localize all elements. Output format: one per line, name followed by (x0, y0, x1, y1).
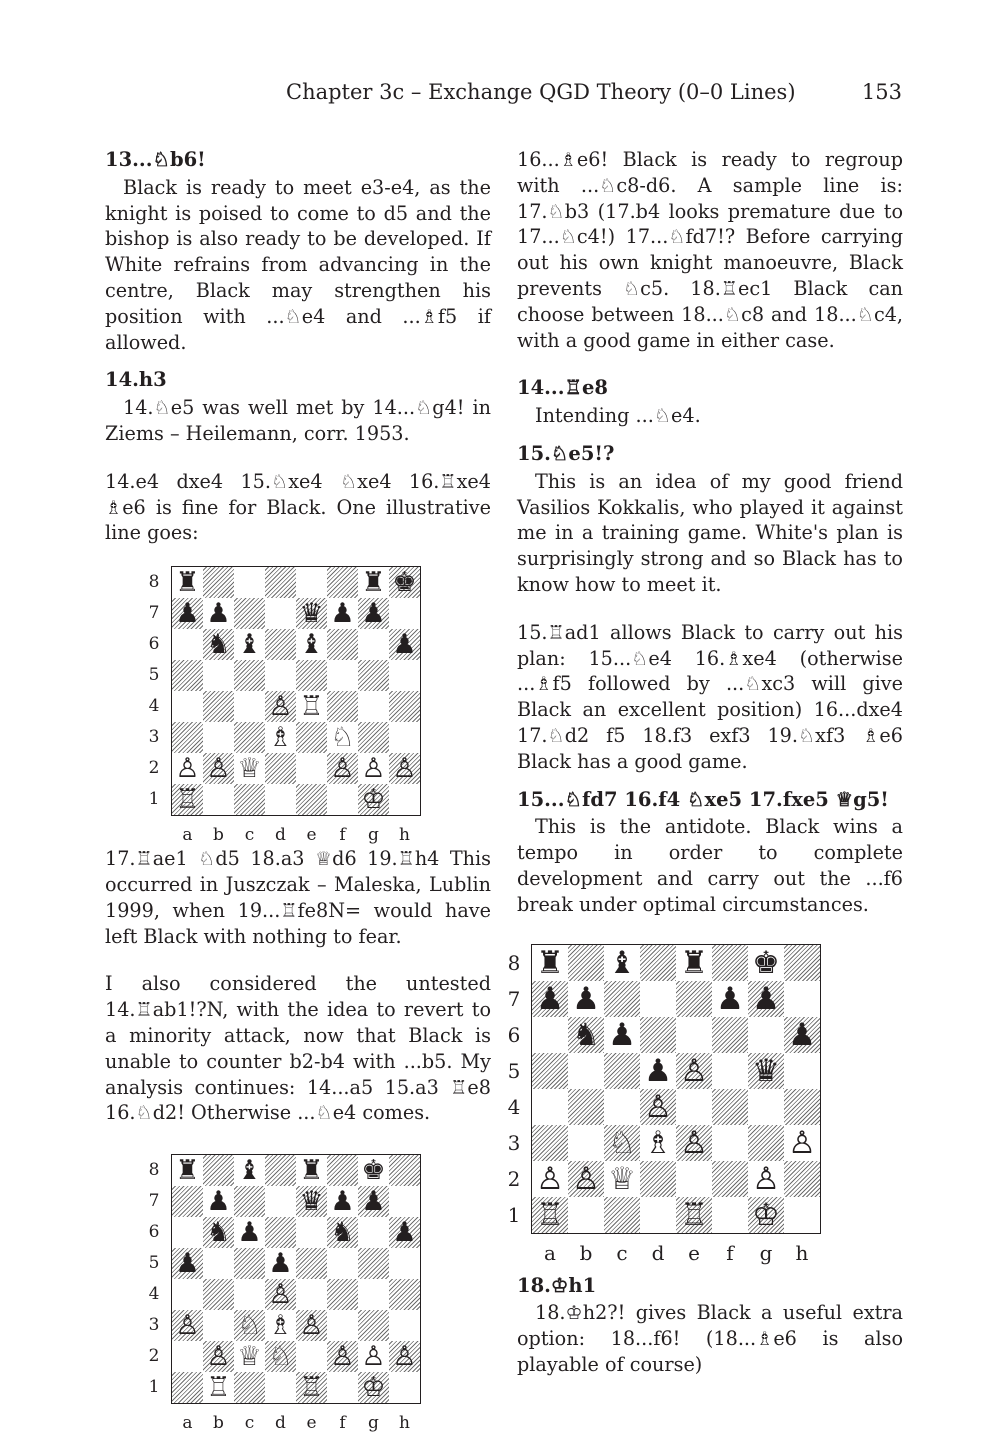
square-e6 (676, 1017, 712, 1053)
square-g5 (358, 660, 389, 691)
page-header (0, 80, 1000, 112)
black-pawn-icon: ♟ (788, 1016, 816, 1053)
chess-diagram-1 (105, 546, 491, 846)
white-queen-icon: ♕ (237, 1341, 262, 1373)
black-knight-icon: ♞ (206, 1217, 231, 1249)
file-label: g (368, 1413, 379, 1434)
square-b3 (203, 1310, 234, 1341)
square-e4 (296, 1279, 327, 1310)
square-f3 (712, 1125, 748, 1161)
file-label: h (795, 1240, 809, 1265)
file-label: h (399, 1413, 410, 1434)
black-rook-icon: ♜ (680, 944, 708, 981)
white-queen-icon: ♕ (237, 753, 262, 785)
black-queen-icon: ♛ (752, 1052, 780, 1089)
black-pawn-icon: ♟ (716, 980, 744, 1017)
white-pawn-icon: ♙ (268, 1279, 293, 1311)
square-d1 (640, 1197, 676, 1233)
square-c1 (234, 1372, 265, 1403)
rank-label: 5 (148, 1253, 160, 1274)
square-c1 (604, 1197, 640, 1233)
square-e1 (296, 784, 327, 815)
white-pawn-icon: ♙ (175, 753, 200, 785)
square-a3 (532, 1125, 568, 1161)
square-h8 (784, 945, 820, 981)
black-pawn-icon: ♟ (608, 1016, 636, 1053)
rank-label: 3 (507, 1130, 521, 1155)
rank-label: 4 (148, 696, 160, 717)
square-h4 (784, 1089, 820, 1125)
square-g4 (748, 1089, 784, 1125)
black-rook-icon: ♜ (536, 944, 564, 981)
square-d2 (265, 753, 296, 784)
square-f2 (712, 1161, 748, 1197)
square-h4 (389, 1279, 420, 1310)
square-a2 (172, 1341, 203, 1372)
paragraph: 16...♗e6! Black is ready to regroup with ...♘c8-d6. A sample line is: 17.♘b3 (17.b4 looks premature due to 17...♘c4!) 17...♘fd7!? Before carrying out his own knight manoeuvre, Black prevents ♘c5. 18.♖ec1 Black can choose between 18...♘c8 and 18...♘c4, with a good game in either case. (517, 148, 903, 352)
white-pawn-icon: ♙ (361, 1341, 386, 1373)
file-label: c (244, 825, 255, 846)
square-b5 (203, 1248, 234, 1279)
square-h5 (389, 1248, 420, 1279)
square-d6 (640, 1017, 676, 1053)
square-a6 (532, 1017, 568, 1053)
file-label: b (213, 1413, 224, 1434)
black-pawn-icon: ♟ (268, 1248, 293, 1280)
file-label: d (651, 1240, 665, 1265)
file-label: e (306, 825, 317, 846)
square-a1 (172, 1372, 203, 1403)
black-pawn-icon: ♟ (361, 1186, 386, 1218)
square-b1 (203, 784, 234, 815)
square-d1 (265, 784, 296, 815)
rank-label: 6 (148, 1222, 160, 1243)
black-rook-icon: ♜ (299, 1155, 324, 1187)
square-h1 (784, 1197, 820, 1233)
black-pawn-icon: ♟ (752, 980, 780, 1017)
move-heading: 15.♘e5!? (517, 441, 615, 465)
square-b8 (203, 1155, 234, 1186)
file-label: a (182, 825, 193, 846)
rank-label: 7 (148, 603, 160, 624)
white-rook-icon: ♖ (206, 1372, 231, 1404)
white-rook-icon: ♖ (299, 1372, 324, 1404)
page-number: 153 (861, 80, 902, 104)
white-knight-icon: ♘ (237, 1310, 262, 1342)
square-g3 (748, 1125, 784, 1161)
rank-label: 3 (148, 1315, 160, 1336)
square-h7 (784, 981, 820, 1017)
black-pawn-icon: ♟ (175, 598, 200, 630)
square-f1 (327, 1372, 358, 1403)
move-heading: 18.♔h1 (517, 1273, 597, 1297)
black-knight-icon: ♞ (572, 1016, 600, 1053)
black-pawn-icon: ♟ (392, 1217, 417, 1249)
chess-diagram-2 (105, 1126, 491, 1434)
square-d8 (265, 567, 296, 598)
paragraph: 14.e4 dxe4 15.♘xe4 ♘xe4 16.♖xe4 ♗e6 is fine for Black. One illustrative line goes: (105, 469, 491, 545)
black-pawn-icon: ♟ (644, 1052, 672, 1089)
square-d1 (265, 1372, 296, 1403)
square-f1 (327, 784, 358, 815)
file-label: a (182, 1413, 193, 1434)
white-knight-icon: ♘ (268, 1341, 293, 1373)
white-rook-icon: ♖ (536, 1196, 564, 1233)
white-pawn-icon: ♙ (644, 1088, 672, 1125)
square-b3 (203, 722, 234, 753)
file-label: f (339, 1413, 346, 1434)
white-pawn-icon: ♙ (330, 753, 355, 785)
black-pawn-icon: ♟ (572, 980, 600, 1017)
square-f4 (712, 1089, 748, 1125)
rank-label: 1 (148, 789, 160, 810)
black-pawn-icon: ♟ (175, 1248, 200, 1280)
square-f5 (327, 1248, 358, 1279)
paragraph: 17.♖ae1 ♘d5 18.a3 ♕d6 19.♖h4 This occurred in Juszczak – Maleska, Lublin 1999, when 19...♖fe8N= would have left Black with nothing to fear. (105, 847, 491, 948)
white-knight-icon: ♘ (330, 722, 355, 754)
square-f5 (327, 660, 358, 691)
black-pawn-icon: ♟ (206, 598, 231, 630)
white-rook-icon: ♖ (680, 1196, 708, 1233)
paragraph: I also considered the untested 14.♖ab1!?N, with the idea to revert to a minority attack, now that Black is unable to counter b2-b4 with ...b5. My analysis continues: 14...a5 15.a3 ♖e8 16.♘d2! Otherwise ...♘e4 comes. (105, 972, 491, 1125)
square-d6 (265, 1217, 296, 1248)
rank-label: 1 (507, 1202, 521, 1227)
paragraph: 14.♘e5 was well met by 14...♘g4! in Ziems – Heilemann, corr. 1953. (105, 396, 491, 445)
square-e6 (296, 1217, 327, 1248)
square-d8 (640, 945, 676, 981)
square-g3 (358, 722, 389, 753)
square-d7 (640, 981, 676, 1017)
square-f3 (327, 1310, 358, 1341)
square-f6 (712, 1017, 748, 1053)
square-a4 (172, 1279, 203, 1310)
square-b4 (568, 1089, 604, 1125)
rank-label: 2 (148, 758, 160, 779)
chess-diagram-3 (507, 918, 903, 1273)
move-heading: 13...♘b6! (105, 148, 206, 171)
move-heading: 15...♘fd7 16.f4 ♘xe5 17.fxe5 ♕g5! (517, 787, 889, 811)
square-e5 (296, 1248, 327, 1279)
rank-label: 2 (507, 1166, 521, 1191)
square-b5 (203, 660, 234, 691)
black-rook-icon: ♜ (361, 567, 386, 599)
white-bishop-icon: ♗ (268, 1310, 293, 1342)
move-heading: 14.h3 (105, 368, 167, 392)
black-bishop-icon: ♝ (299, 629, 324, 661)
rank-label: 8 (148, 1160, 160, 1181)
square-e2 (296, 1341, 327, 1372)
square-c7 (234, 598, 265, 629)
square-h3 (389, 722, 420, 753)
white-pawn-icon: ♙ (536, 1160, 564, 1197)
square-b1 (568, 1197, 604, 1233)
square-c8 (234, 567, 265, 598)
square-g4 (358, 1279, 389, 1310)
square-h3 (389, 1310, 420, 1341)
square-h1 (389, 784, 420, 815)
white-pawn-icon: ♙ (680, 1052, 708, 1089)
file-label: c (244, 1413, 255, 1434)
white-pawn-icon: ♙ (206, 1341, 231, 1373)
square-d7 (265, 598, 296, 629)
black-rook-icon: ♜ (175, 567, 200, 599)
rank-label: 4 (148, 1284, 160, 1305)
square-h2 (784, 1161, 820, 1197)
black-pawn-icon: ♟ (536, 980, 564, 1017)
file-label: f (339, 825, 346, 846)
black-pawn-icon: ♟ (361, 598, 386, 630)
square-e3 (296, 722, 327, 753)
file-label: d (275, 1413, 286, 1434)
square-b4 (203, 691, 234, 722)
black-king-icon: ♚ (752, 944, 780, 981)
square-c4 (234, 691, 265, 722)
square-a4 (532, 1089, 568, 1125)
square-c1 (234, 784, 265, 815)
black-pawn-icon: ♟ (330, 1186, 355, 1218)
black-queen-icon: ♛ (299, 598, 324, 630)
black-knight-icon: ♞ (330, 1217, 355, 1249)
square-a6 (172, 1217, 203, 1248)
square-c7 (234, 1186, 265, 1217)
file-label: h (399, 825, 410, 846)
square-h4 (389, 691, 420, 722)
square-h5 (784, 1053, 820, 1089)
file-label: b (213, 825, 224, 846)
square-a6 (172, 629, 203, 660)
square-g4 (358, 691, 389, 722)
white-pawn-icon: ♙ (680, 1124, 708, 1161)
black-pawn-icon: ♟ (206, 1186, 231, 1218)
paragraph: 15.♖ad1 allows Black to carry out his plan: 15...♘e4 16.♗xe4 (otherwise ...♗f5 followed by ...♘xc3 will give Black an excellent position) 16...dxe4 17.♘d2 f5 18.f3 exf3 19.♘xf3 ♗e6 Black has a good game. (517, 620, 903, 773)
file-label: d (275, 825, 286, 846)
square-e2 (296, 753, 327, 784)
rank-label: 4 (507, 1094, 521, 1119)
square-d8 (265, 1155, 296, 1186)
white-pawn-icon: ♙ (299, 1310, 324, 1342)
white-pawn-icon: ♙ (788, 1124, 816, 1161)
black-king-icon: ♚ (361, 1155, 386, 1187)
rank-label: 8 (148, 572, 160, 593)
square-f6 (327, 629, 358, 660)
white-rook-icon: ♖ (175, 784, 200, 816)
black-rook-icon: ♜ (175, 1155, 200, 1187)
square-e8 (296, 567, 327, 598)
black-pawn-icon: ♟ (237, 1217, 262, 1249)
black-knight-icon: ♞ (206, 629, 231, 661)
file-label: b (579, 1240, 593, 1265)
square-e7 (676, 981, 712, 1017)
file-label: e (688, 1240, 700, 1265)
square-f1 (712, 1197, 748, 1233)
square-g5 (358, 1248, 389, 1279)
file-label: f (726, 1240, 734, 1265)
square-f4 (327, 1279, 358, 1310)
rank-label: 8 (507, 950, 521, 975)
paragraph: Intending ...♘e4. (535, 404, 701, 428)
square-a3 (172, 722, 203, 753)
white-rook-icon: ♖ (299, 691, 324, 723)
rank-label: 7 (148, 1191, 160, 1212)
square-a7 (172, 1186, 203, 1217)
square-h8 (389, 1155, 420, 1186)
square-e5 (296, 660, 327, 691)
file-label: a (544, 1240, 556, 1265)
square-g3 (358, 1310, 389, 1341)
left-column (105, 147, 491, 1434)
square-d6 (265, 629, 296, 660)
square-d2 (640, 1161, 676, 1197)
black-bishop-icon: ♝ (237, 629, 262, 661)
black-bishop-icon: ♝ (608, 944, 636, 981)
black-pawn-icon: ♟ (392, 629, 417, 661)
right-column (507, 147, 903, 1378)
square-g6 (358, 1217, 389, 1248)
square-h5 (389, 660, 420, 691)
square-a5 (532, 1053, 568, 1089)
square-f8 (327, 567, 358, 598)
square-e2 (676, 1161, 712, 1197)
chapter-title: Chapter 3c – Exchange QGD Theory (0–0 Lines) (286, 80, 796, 104)
square-b8 (203, 567, 234, 598)
white-pawn-icon: ♙ (361, 753, 386, 785)
square-b5 (568, 1053, 604, 1089)
white-king-icon: ♔ (361, 1372, 386, 1404)
square-g6 (748, 1017, 784, 1053)
black-pawn-icon: ♟ (330, 598, 355, 630)
square-b3 (568, 1125, 604, 1161)
move-heading: 14...♖e8 (517, 376, 608, 400)
square-f5 (712, 1053, 748, 1089)
rank-label: 1 (148, 1377, 160, 1398)
white-pawn-icon: ♙ (572, 1160, 600, 1197)
square-c5 (234, 660, 265, 691)
rank-label: 3 (148, 727, 160, 748)
square-h7 (389, 598, 420, 629)
paragraph: This is the antidote. Black wins a tempo in order to complete development and carry out the ...f6 break under optimal circumstances. (517, 815, 903, 916)
white-pawn-icon: ♙ (268, 691, 293, 723)
square-h1 (389, 1372, 420, 1403)
white-pawn-icon: ♙ (206, 753, 231, 785)
square-d7 (265, 1186, 296, 1217)
white-king-icon: ♔ (361, 784, 386, 816)
black-queen-icon: ♛ (299, 1186, 324, 1218)
white-knight-icon: ♘ (608, 1124, 636, 1161)
paragraph: 18.♔h2?! gives Black a useful extra option: 18...f6! (18...♗e6 is also playable of course) (517, 1301, 903, 1376)
white-queen-icon: ♕ (608, 1160, 636, 1197)
rank-label: 5 (148, 665, 160, 686)
square-c5 (604, 1053, 640, 1089)
square-c7 (604, 981, 640, 1017)
file-label: g (368, 825, 379, 846)
square-c3 (234, 722, 265, 753)
white-bishop-icon: ♗ (268, 722, 293, 754)
square-g6 (358, 629, 389, 660)
square-d5 (265, 660, 296, 691)
rank-label: 7 (507, 986, 521, 1011)
white-pawn-icon: ♙ (175, 1310, 200, 1342)
rank-label: 5 (507, 1058, 521, 1083)
square-b8 (568, 945, 604, 981)
square-c5 (234, 1248, 265, 1279)
black-king-icon: ♚ (392, 567, 417, 599)
white-pawn-icon: ♙ (752, 1160, 780, 1197)
rank-label: 2 (148, 1346, 160, 1367)
file-label: e (306, 1413, 317, 1434)
white-king-icon: ♔ (752, 1196, 780, 1233)
black-bishop-icon: ♝ (237, 1155, 262, 1187)
square-a4 (172, 691, 203, 722)
white-pawn-icon: ♙ (392, 1341, 417, 1373)
square-a5 (172, 660, 203, 691)
white-pawn-icon: ♙ (392, 753, 417, 785)
white-pawn-icon: ♙ (330, 1341, 355, 1373)
file-label: g (759, 1240, 773, 1265)
paragraph: This is an idea of my good friend Vasilios Kokkalis, who played it against me in a training game. White's plan is surprisingly strong and so Black has to know how to meet it. (517, 469, 903, 596)
file-label: c (616, 1240, 628, 1265)
square-e4 (676, 1089, 712, 1125)
square-c4 (234, 1279, 265, 1310)
rank-label: 6 (148, 634, 160, 655)
square-b4 (203, 1279, 234, 1310)
square-f8 (712, 945, 748, 981)
paragraph: Black is ready to meet e3-e4, as the knight is poised to come to d5 and the bishop is also ready to be developed. If White refrains from advancing in the centre, Black may strengthen his position with ...♘e4 and ...♗f5 if allowed. (105, 175, 491, 354)
square-c4 (604, 1089, 640, 1125)
square-f4 (327, 691, 358, 722)
rank-label: 6 (507, 1022, 521, 1047)
white-bishop-icon: ♗ (644, 1124, 672, 1161)
square-h7 (389, 1186, 420, 1217)
square-f8 (327, 1155, 358, 1186)
